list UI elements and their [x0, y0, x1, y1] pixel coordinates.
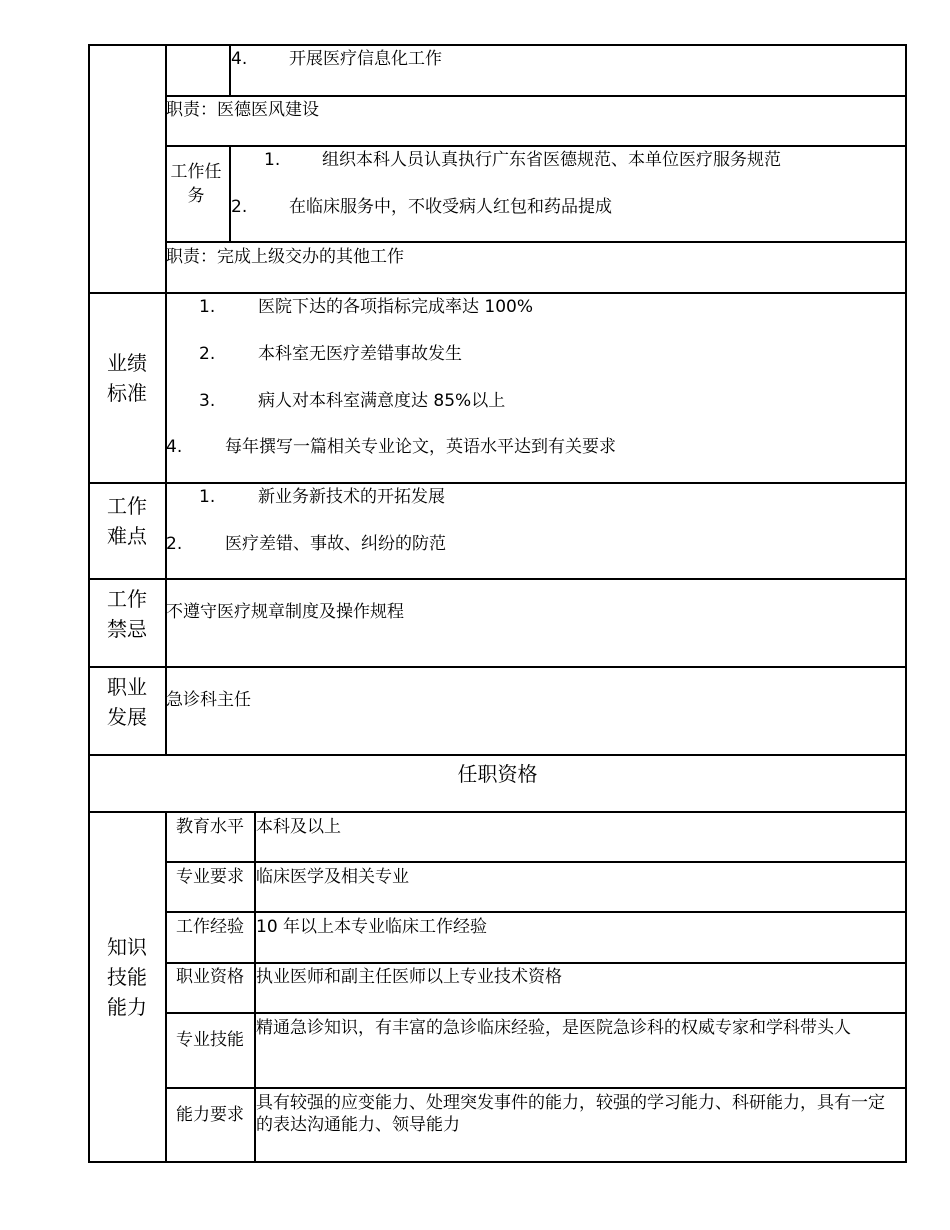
difficulty-item-1-number: 1.	[199, 487, 216, 507]
performance-item-1-text: 医院下达的各项指标完成率达 100%	[258, 297, 534, 317]
item4-number: 4.	[231, 49, 248, 69]
difficulty-item-2-number: 2.	[166, 534, 183, 554]
performance-item-3-number: 3.	[199, 391, 216, 411]
section-divider-qualification	[88, 811, 907, 813]
qual-row-divider-2	[165, 911, 906, 913]
qual-row-divider-5	[165, 1087, 906, 1089]
task2-text: 在临床服务中，不收受病人红包和药品提成	[289, 197, 612, 217]
performance-label: 业绩标准	[107, 351, 147, 405]
qual-row-divider-4	[165, 1012, 906, 1014]
career-text: 急诊科主任	[166, 690, 251, 710]
performance-item-4-text: 每年撰写一篇相关专业论文，英语水平达到有关要求	[225, 437, 616, 457]
career-label: 职业发展	[107, 675, 147, 729]
difficulty-label: 工作难点	[107, 494, 147, 548]
duty-other: 职责：完成上级交办的其他工作	[166, 247, 404, 267]
section-divider-title	[88, 754, 907, 756]
qual-value-skills: 精通急诊知识，有丰富的急诊临床经验，是医院急诊科的权威专家和学科带头人	[256, 1018, 851, 1038]
difficulty-item-1-text: 新业务新技术的开拓发展	[258, 487, 445, 507]
performance-item-4-number: 4.	[166, 437, 183, 457]
qual-row-divider-1	[165, 861, 906, 863]
section-divider-performance	[88, 292, 907, 294]
task2-number: 2.	[231, 197, 248, 217]
task1-text: 组织本科人员认真执行广东省医德规范、本单位医疗服务规范	[322, 150, 781, 170]
taboo-text: 不遵守医疗规章制度及操作规程	[166, 602, 404, 622]
task1-number: 1.	[264, 150, 281, 170]
performance-item-1-number: 1.	[199, 297, 216, 317]
qual-value-certification: 执业医师和副主任医师以上专业技术资格	[256, 967, 562, 987]
section-divider-difficulty	[88, 482, 907, 484]
item4-text: 开展医疗信息化工作	[289, 49, 442, 69]
performance-item-2-text: 本科室无医疗差错事故发生	[258, 344, 462, 364]
qual-value-education: 本科及以上	[256, 817, 341, 837]
performance-item-3-text: 病人对本科室满意度达 85%以上	[258, 391, 506, 411]
qual-row-divider-3	[165, 962, 906, 964]
top-divider-3	[165, 241, 906, 243]
qual-label-skills: 专业技能	[176, 1030, 244, 1050]
top-divider-1	[165, 95, 906, 97]
difficulty-item-2-text: 医疗差错、事故、纠纷的防范	[225, 534, 446, 554]
qual-value-major: 临床医学及相关专业	[256, 867, 409, 887]
taboo-label: 工作禁忌	[107, 587, 147, 641]
top-divider-2	[165, 145, 906, 147]
section-divider-career	[88, 666, 907, 668]
section-divider-taboo	[88, 578, 907, 580]
qual-label-major: 专业要求	[176, 867, 244, 887]
table-border-bottom	[88, 1161, 907, 1163]
qual-value-ability: 具有较强的应变能力、处理突发事件的能力，较强的学习能力、科研能力，具有一定的表达沟通能力、领导能力	[256, 1093, 885, 1135]
qual-value-experience: 10 年以上本专业临床工作经验	[256, 917, 488, 937]
qual-label-certification: 职业资格	[176, 967, 244, 987]
qual-label-education: 教育水平	[176, 817, 244, 837]
performance-item-2-number: 2.	[199, 344, 216, 364]
qual-label-experience: 工作经验	[176, 917, 244, 937]
table-border-right	[905, 44, 907, 1163]
label-column-divider	[165, 44, 167, 755]
duty-ethics: 职责：医德医风建设	[166, 100, 319, 120]
table-border-top	[88, 44, 907, 46]
qual-label-ability: 能力要求	[176, 1105, 244, 1125]
qualification-group-label: 知识技能能力	[107, 935, 147, 1019]
task-column-divider	[229, 145, 231, 242]
task-label: 工作任务	[170, 162, 222, 206]
qualification-title: 任职资格	[457, 762, 538, 786]
